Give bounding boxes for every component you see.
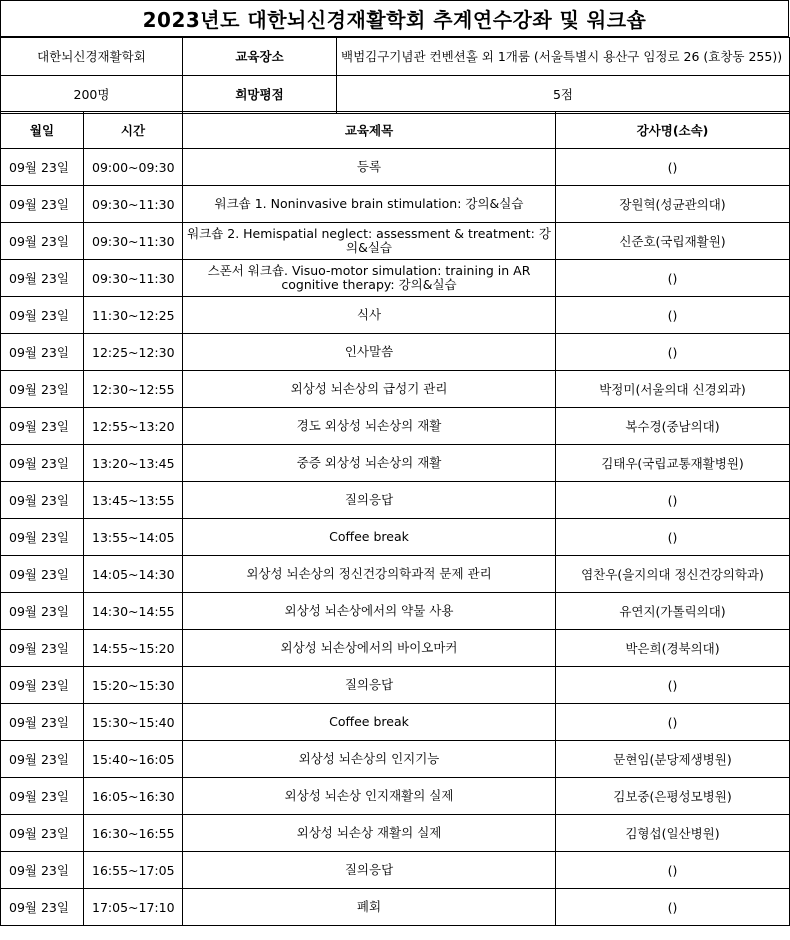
table-row [1, 778, 790, 815]
rating-value: 5점 [337, 76, 790, 114]
time-cell: 12:25~12:30 [84, 334, 183, 371]
table-row [1, 445, 790, 482]
time-cell: 11:30~12:25 [84, 297, 183, 334]
schedule-body [1, 149, 790, 926]
table-row [1, 815, 790, 852]
time-cell: 12:30~12:55 [84, 371, 183, 408]
time-cell: 13:45~13:55 [84, 482, 183, 519]
date-cell: 09월 23일 [1, 778, 84, 815]
schedule-table [0, 111, 790, 926]
lecturer-cell: () [556, 260, 790, 297]
info-row [1, 38, 790, 76]
time-cell: 17:05~17:10 [84, 889, 183, 926]
date-cell: 09월 23일 [1, 852, 84, 889]
time-cell: 16:30~16:55 [84, 815, 183, 852]
lecturer-cell: () [556, 667, 790, 704]
lecturer-cell: () [556, 889, 790, 926]
table-row [1, 260, 790, 297]
topic-cell: 질의응답 [183, 482, 556, 519]
table-row [1, 630, 790, 667]
lecturer-cell: () [556, 519, 790, 556]
table-row [1, 482, 790, 519]
lecturer-cell: () [556, 149, 790, 186]
time-cell: 16:05~16:30 [84, 778, 183, 815]
table-row [1, 852, 790, 889]
date-cell: 09월 23일 [1, 482, 84, 519]
topic-cell: Coffee break [183, 704, 556, 741]
table-row [1, 186, 790, 223]
lecturer-cell: 김태우(국립교통재활병원) [556, 445, 790, 482]
header-topic: 교육제목 [183, 112, 556, 149]
topic-cell: 질의응답 [183, 667, 556, 704]
info-row [1, 76, 790, 114]
time-cell: 14:30~14:55 [84, 593, 183, 630]
table-row [1, 741, 790, 778]
table-row [1, 519, 790, 556]
lecturer-cell: () [556, 334, 790, 371]
lecturer-cell: 김형섭(일산병원) [556, 815, 790, 852]
topic-cell: 폐회 [183, 889, 556, 926]
topic-cell: 외상성 뇌손상 재활의 실제 [183, 815, 556, 852]
time-cell: 16:55~17:05 [84, 852, 183, 889]
table-row [1, 704, 790, 741]
lecturer-cell: 유연지(가톨릭의대) [556, 593, 790, 630]
topic-cell: Coffee break [183, 519, 556, 556]
topic-cell: 등록 [183, 149, 556, 186]
topic-cell: 외상성 뇌손상의 급성기 관리 [183, 371, 556, 408]
table-row [1, 149, 790, 186]
date-cell: 09월 23일 [1, 445, 84, 482]
topic-cell: 워크숍 2. Hemispatial neglect: assessment & treatment: 강의&실습 [183, 223, 556, 260]
lecturer-cell: () [556, 482, 790, 519]
lecturer-cell: 신준호(국립재활원) [556, 223, 790, 260]
lecturer-cell: 박정미(서울의대 신경외과) [556, 371, 790, 408]
topic-cell: 외상성 뇌손상의 인지기능 [183, 741, 556, 778]
lecturer-cell: 장원혁(성균관의대) [556, 186, 790, 223]
date-cell: 09월 23일 [1, 593, 84, 630]
date-cell: 09월 23일 [1, 667, 84, 704]
lecturer-cell: () [556, 704, 790, 741]
time-cell: 15:20~15:30 [84, 667, 183, 704]
table-row [1, 223, 790, 260]
date-cell: 09월 23일 [1, 223, 84, 260]
time-cell: 13:20~13:45 [84, 445, 183, 482]
topic-cell: 워크숍 1. Noninvasive brain stimulation: 강의&실습 [183, 186, 556, 223]
table-row [1, 667, 790, 704]
date-cell: 09월 23일 [1, 408, 84, 445]
date-cell: 09월 23일 [1, 519, 84, 556]
lecturer-cell: () [556, 297, 790, 334]
header-date: 월일 [1, 112, 84, 149]
capacity-cell: 200명 [1, 76, 183, 114]
table-row [1, 889, 790, 926]
time-cell: 12:55~13:20 [84, 408, 183, 445]
schedule-header-row [1, 112, 790, 149]
rating-label: 희망평점 [183, 76, 337, 114]
topic-cell: 경도 외상성 뇌손상의 재활 [183, 408, 556, 445]
time-cell: 09:30~11:30 [84, 223, 183, 260]
date-cell: 09월 23일 [1, 556, 84, 593]
course-info-table [0, 37, 790, 114]
date-cell: 09월 23일 [1, 297, 84, 334]
table-row [1, 408, 790, 445]
lecturer-cell: 염찬우(을지의대 정신건강의학과) [556, 556, 790, 593]
lecturer-cell: 박은희(경북의대) [556, 630, 790, 667]
date-cell: 09월 23일 [1, 630, 84, 667]
time-cell: 15:30~15:40 [84, 704, 183, 741]
table-row [1, 297, 790, 334]
time-cell: 13:55~14:05 [84, 519, 183, 556]
header-time: 시간 [84, 112, 183, 149]
lecturer-cell: () [556, 852, 790, 889]
venue-value: 백범김구기념관 컨벤션홀 외 1개룸 (서울특별시 용산구 임정로 26 (효창동 255)) [337, 38, 790, 76]
topic-cell: 외상성 뇌손상 인지재활의 실제 [183, 778, 556, 815]
topic-cell: 중증 외상성 뇌손상의 재활 [183, 445, 556, 482]
date-cell: 09월 23일 [1, 186, 84, 223]
venue-label: 교육장소 [183, 38, 337, 76]
date-cell: 09월 23일 [1, 371, 84, 408]
organizer-cell: 대한뇌신경재활학회 [1, 38, 183, 76]
time-cell: 14:55~15:20 [84, 630, 183, 667]
topic-cell: 인사말씀 [183, 334, 556, 371]
date-cell: 09월 23일 [1, 889, 84, 926]
time-cell: 09:00~09:30 [84, 149, 183, 186]
topic-cell: 외상성 뇌손상에서의 바이오마커 [183, 630, 556, 667]
time-cell: 09:30~11:30 [84, 260, 183, 297]
topic-cell: 식사 [183, 297, 556, 334]
topic-cell: 질의응답 [183, 852, 556, 889]
lecturer-cell: 문현임(분당제생병원) [556, 741, 790, 778]
table-row [1, 556, 790, 593]
page-title: 2023년도 대한뇌신경재활학회 추계연수강좌 및 워크숍 [0, 0, 789, 37]
time-cell: 09:30~11:30 [84, 186, 183, 223]
header-lecturer: 강사명(소속) [556, 112, 790, 149]
topic-cell: 외상성 뇌손상의 정신건강의학과적 문제 관리 [183, 556, 556, 593]
date-cell: 09월 23일 [1, 149, 84, 186]
table-row [1, 371, 790, 408]
date-cell: 09월 23일 [1, 704, 84, 741]
topic-cell: 외상성 뇌손상에서의 약물 사용 [183, 593, 556, 630]
time-cell: 14:05~14:30 [84, 556, 183, 593]
date-cell: 09월 23일 [1, 334, 84, 371]
table-row [1, 334, 790, 371]
lecturer-cell: 복수경(중남의대) [556, 408, 790, 445]
table-row [1, 593, 790, 630]
time-cell: 15:40~16:05 [84, 741, 183, 778]
date-cell: 09월 23일 [1, 260, 84, 297]
date-cell: 09월 23일 [1, 815, 84, 852]
topic-cell: 스폰서 워크숍. Visuo-motor simulation: training in AR cognitive therapy: 강의&실습 [183, 260, 556, 297]
date-cell: 09월 23일 [1, 741, 84, 778]
lecturer-cell: 김보중(은평성모병원) [556, 778, 790, 815]
